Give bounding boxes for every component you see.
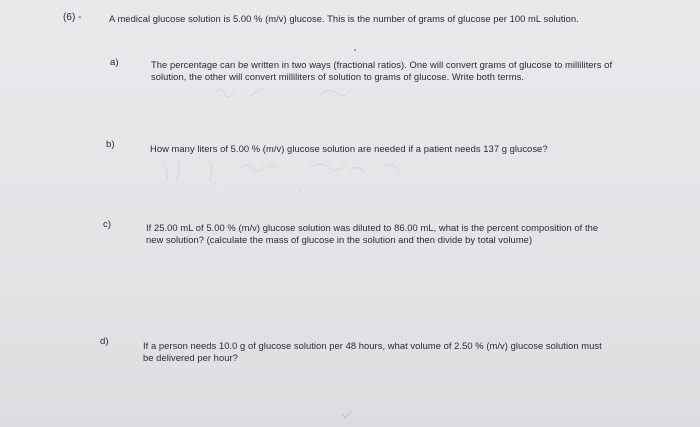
- part-a-text: The percentage can be written in two ways (fractional ratios). One will convert grams of glucose to milliliters of solution, the other will convert milliliters of solution to grams of glucose. Write both terms.: [151, 59, 613, 82]
- part-d-text: If a person needs 10.0 g of glucose solution per 48 hours, what volume of 2.50 % (m/v) glucose solution must be delivered per hour?: [143, 340, 602, 363]
- part-a-label: a): [110, 57, 119, 68]
- part-b-label: b): [106, 139, 115, 150]
- part-d-label: d): [100, 336, 109, 347]
- part-c-text: If 25.00 mL of 5.00 % (m/v) glucose solution was diluted to 86.00 mL, what is the percent composition of the new solution? (calculate the mass of glucose in the solution and then divide by total volume): [146, 222, 599, 245]
- question-intro: A medical glucose solution is 5.00 % (m/v) glucose. This is the number of grams of glucose per 100 mL solution.: [109, 13, 579, 24]
- part-c-label: c): [103, 219, 112, 230]
- part-b-text: How many liters of 5.00 % (m/v) glucose solution are needed if a patient needs 137 g glucose?: [150, 143, 548, 154]
- question-number: (6) -: [63, 12, 82, 23]
